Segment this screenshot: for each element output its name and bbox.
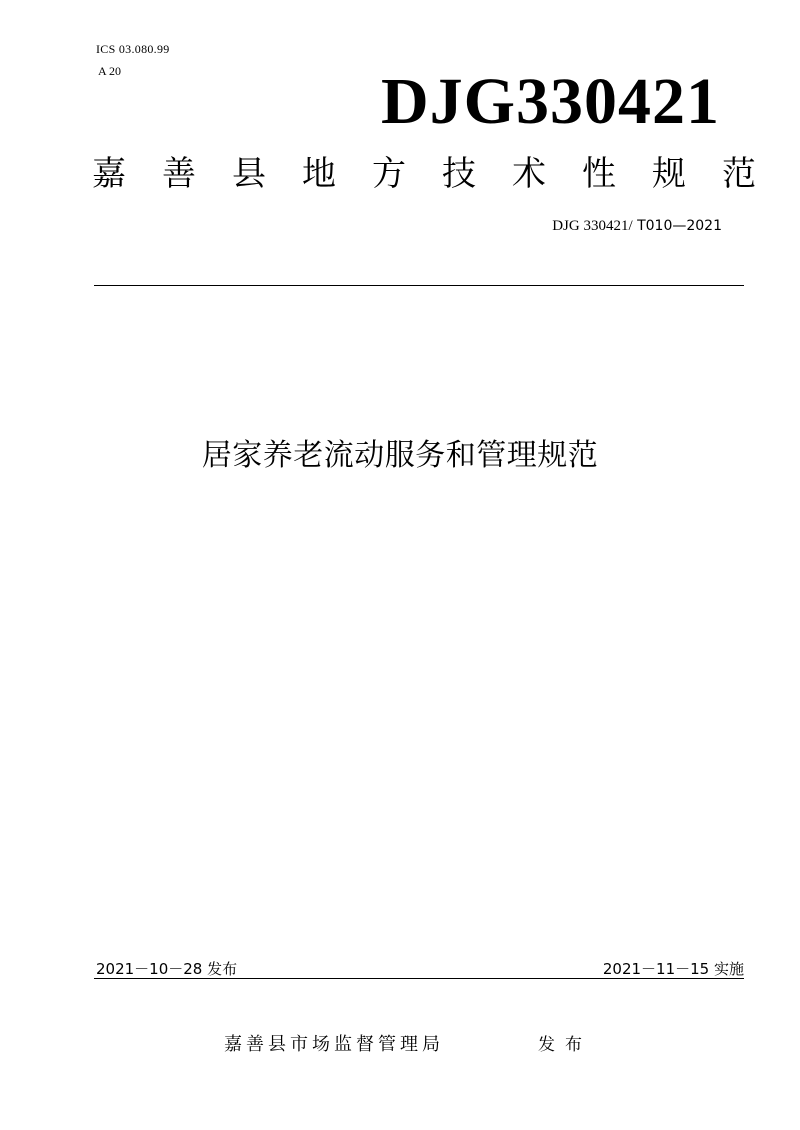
standard-number-prefix: DJG 330421/ [552, 218, 633, 234]
document-title: 居家养老流动服务和管理规范 [201, 438, 599, 473]
standard-type-char: 性 [582, 154, 616, 194]
header-divider [94, 285, 744, 286]
standard-code: DJG330421 [381, 65, 720, 138]
standard-type-char: 规 [652, 154, 686, 194]
issue-label: 发布 [538, 1035, 592, 1055]
ccs-code: A 20 [98, 64, 122, 78]
standard-type-char: 善 [162, 154, 196, 194]
standard-type-char: 地 [302, 154, 336, 194]
standard-type-char: 术 [512, 154, 546, 194]
issue-date: 2021－10－28 发布 [96, 960, 238, 978]
standard-number-suffix: T010—2021 [632, 218, 722, 234]
issuing-authority: 嘉善县市场监督管理局 [224, 1034, 444, 1055]
standard-type-heading [92, 152, 756, 196]
standard-number [420, 218, 722, 235]
standard-type-char: 方 [372, 154, 406, 194]
implementation-date: 2021－11－15 实施 [602, 960, 744, 978]
footer-divider [94, 978, 744, 979]
ics-code: ICS 03.080.99 [96, 42, 170, 56]
standard-type-char: 范 [722, 154, 756, 194]
standard-type-char: 技 [442, 154, 476, 194]
standard-type-char: 县 [232, 154, 266, 194]
standard-type-char: 嘉 [92, 154, 126, 194]
